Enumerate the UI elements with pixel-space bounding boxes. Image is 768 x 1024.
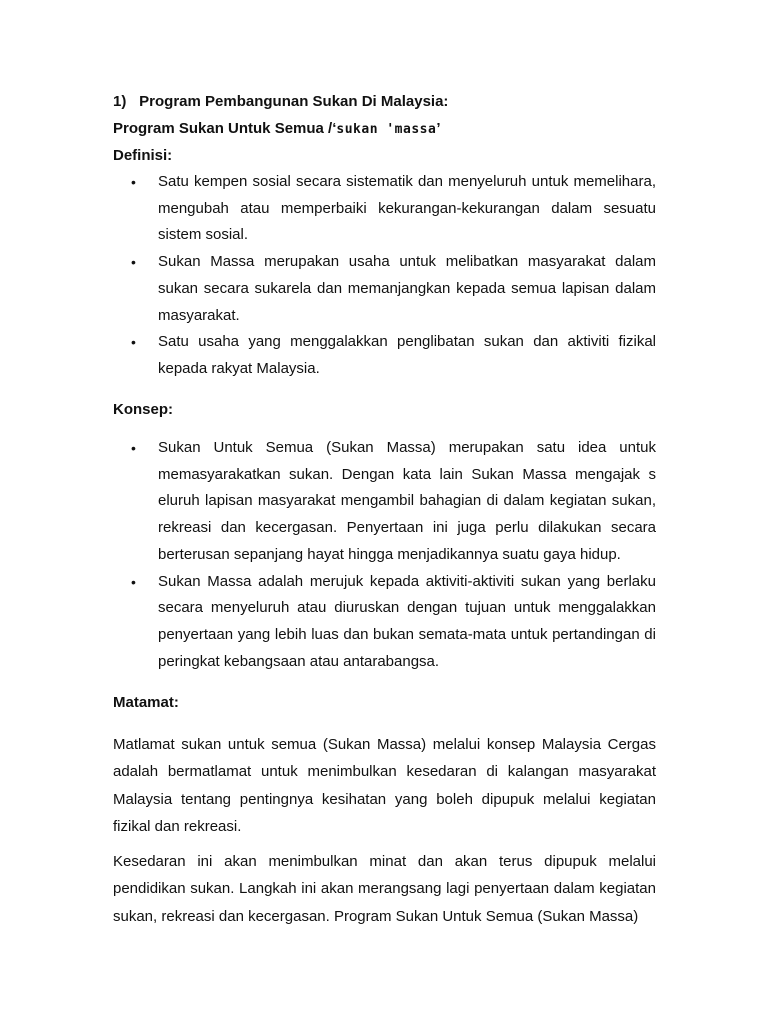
list-item (113, 329, 656, 382)
bullet-icon: • (131, 573, 136, 590)
bullet-icon: • (131, 254, 136, 271)
bullet-icon: • (131, 174, 136, 190)
list-item-text: Satu usaha yang menggalakkan penglibatan sukan dan aktiviti fizikal kepada rakyat Malaysia. (158, 333, 656, 377)
konsep-list (113, 435, 656, 675)
list-item (113, 569, 656, 676)
list-item (113, 435, 656, 569)
list-item-text: Satu kempen sosial secara sistematik dan menyeluruh untuk memelihara, mengubah atau memperbaiki kekurangan-kekurangan dalam sesuatu sistem sosial. (158, 173, 656, 244)
section-heading (113, 93, 448, 111)
matamat-paragraph: Matlamat sukan untuk semua (Sukan Massa) melalui konsep Malaysia Cergas adalah bermatlamat untuk menimbulkan kesedaran di kalangan masyarakat Malaysia tentang pentingnya kesihatan yang boleh dipupuk melalui kegiatan fizikal dan rekreasi. (113, 736, 656, 835)
list-item (113, 249, 656, 329)
matamat-paragraph: Kesedaran ini akan menimbulkan minat dan akan terus dipupuk melalui pendidikan sukan. Langkah ini akan merangsang lagi penyertaan dalam kegiatan sukan, rekreasi dan kecergasan. Program Sukan Untuk Semua (Sukan Massa) (113, 853, 656, 925)
list-item-text: Sukan Massa adalah merujuk kepada aktiviti-aktiviti sukan yang berlaku secara menyeluruh atau diuruskan dengan tujuan untuk menggalakkan penyertaan yang lebih luas dan bukan semata-mata untuk pertandingan di peringkat kebangsaan atau antarabangsa. (158, 572, 656, 670)
matamat-label: Matamat: (113, 694, 179, 711)
program-subtitle-text: Program Sukan Untuk Semua /‘ (113, 120, 337, 137)
program-subtitle-close: ’ (436, 120, 441, 137)
list-item-text: Sukan Massa merupakan usaha untuk melibatkan masyarakat dalam sukan secara sukarela dan memanjangkan kepada semua lapisan dalam masyarakat. (158, 253, 656, 324)
bullet-icon: • (131, 440, 136, 456)
program-subtitle (113, 120, 440, 139)
section-number: 1) (113, 93, 127, 110)
program-subtitle-alt: sukan 'massa (336, 122, 437, 137)
definisi-label: Definisi: (113, 147, 173, 164)
list-item-text: Sukan Untuk Semua (Sukan Massa) merupakan satu idea untuk memasyarakatkan sukan. Dengan kata lain Sukan Massa mengajak s eluruh lapisan masyarakat mengambil bahagian di dalam kegiatan sukan, rekreasi dan kecergasan. Penyertaan ini juga perlu dilakukan secara berterusan sepanjang hayat hingga menjadikannya suatu gaya hidup. (158, 439, 656, 563)
definisi-list (113, 169, 656, 383)
section-title: Program Pembangunan Sukan Di Malaysia: (139, 93, 449, 110)
konsep-label: Konsep: (113, 401, 173, 418)
bullet-icon: • (131, 334, 136, 351)
list-item (113, 169, 656, 249)
